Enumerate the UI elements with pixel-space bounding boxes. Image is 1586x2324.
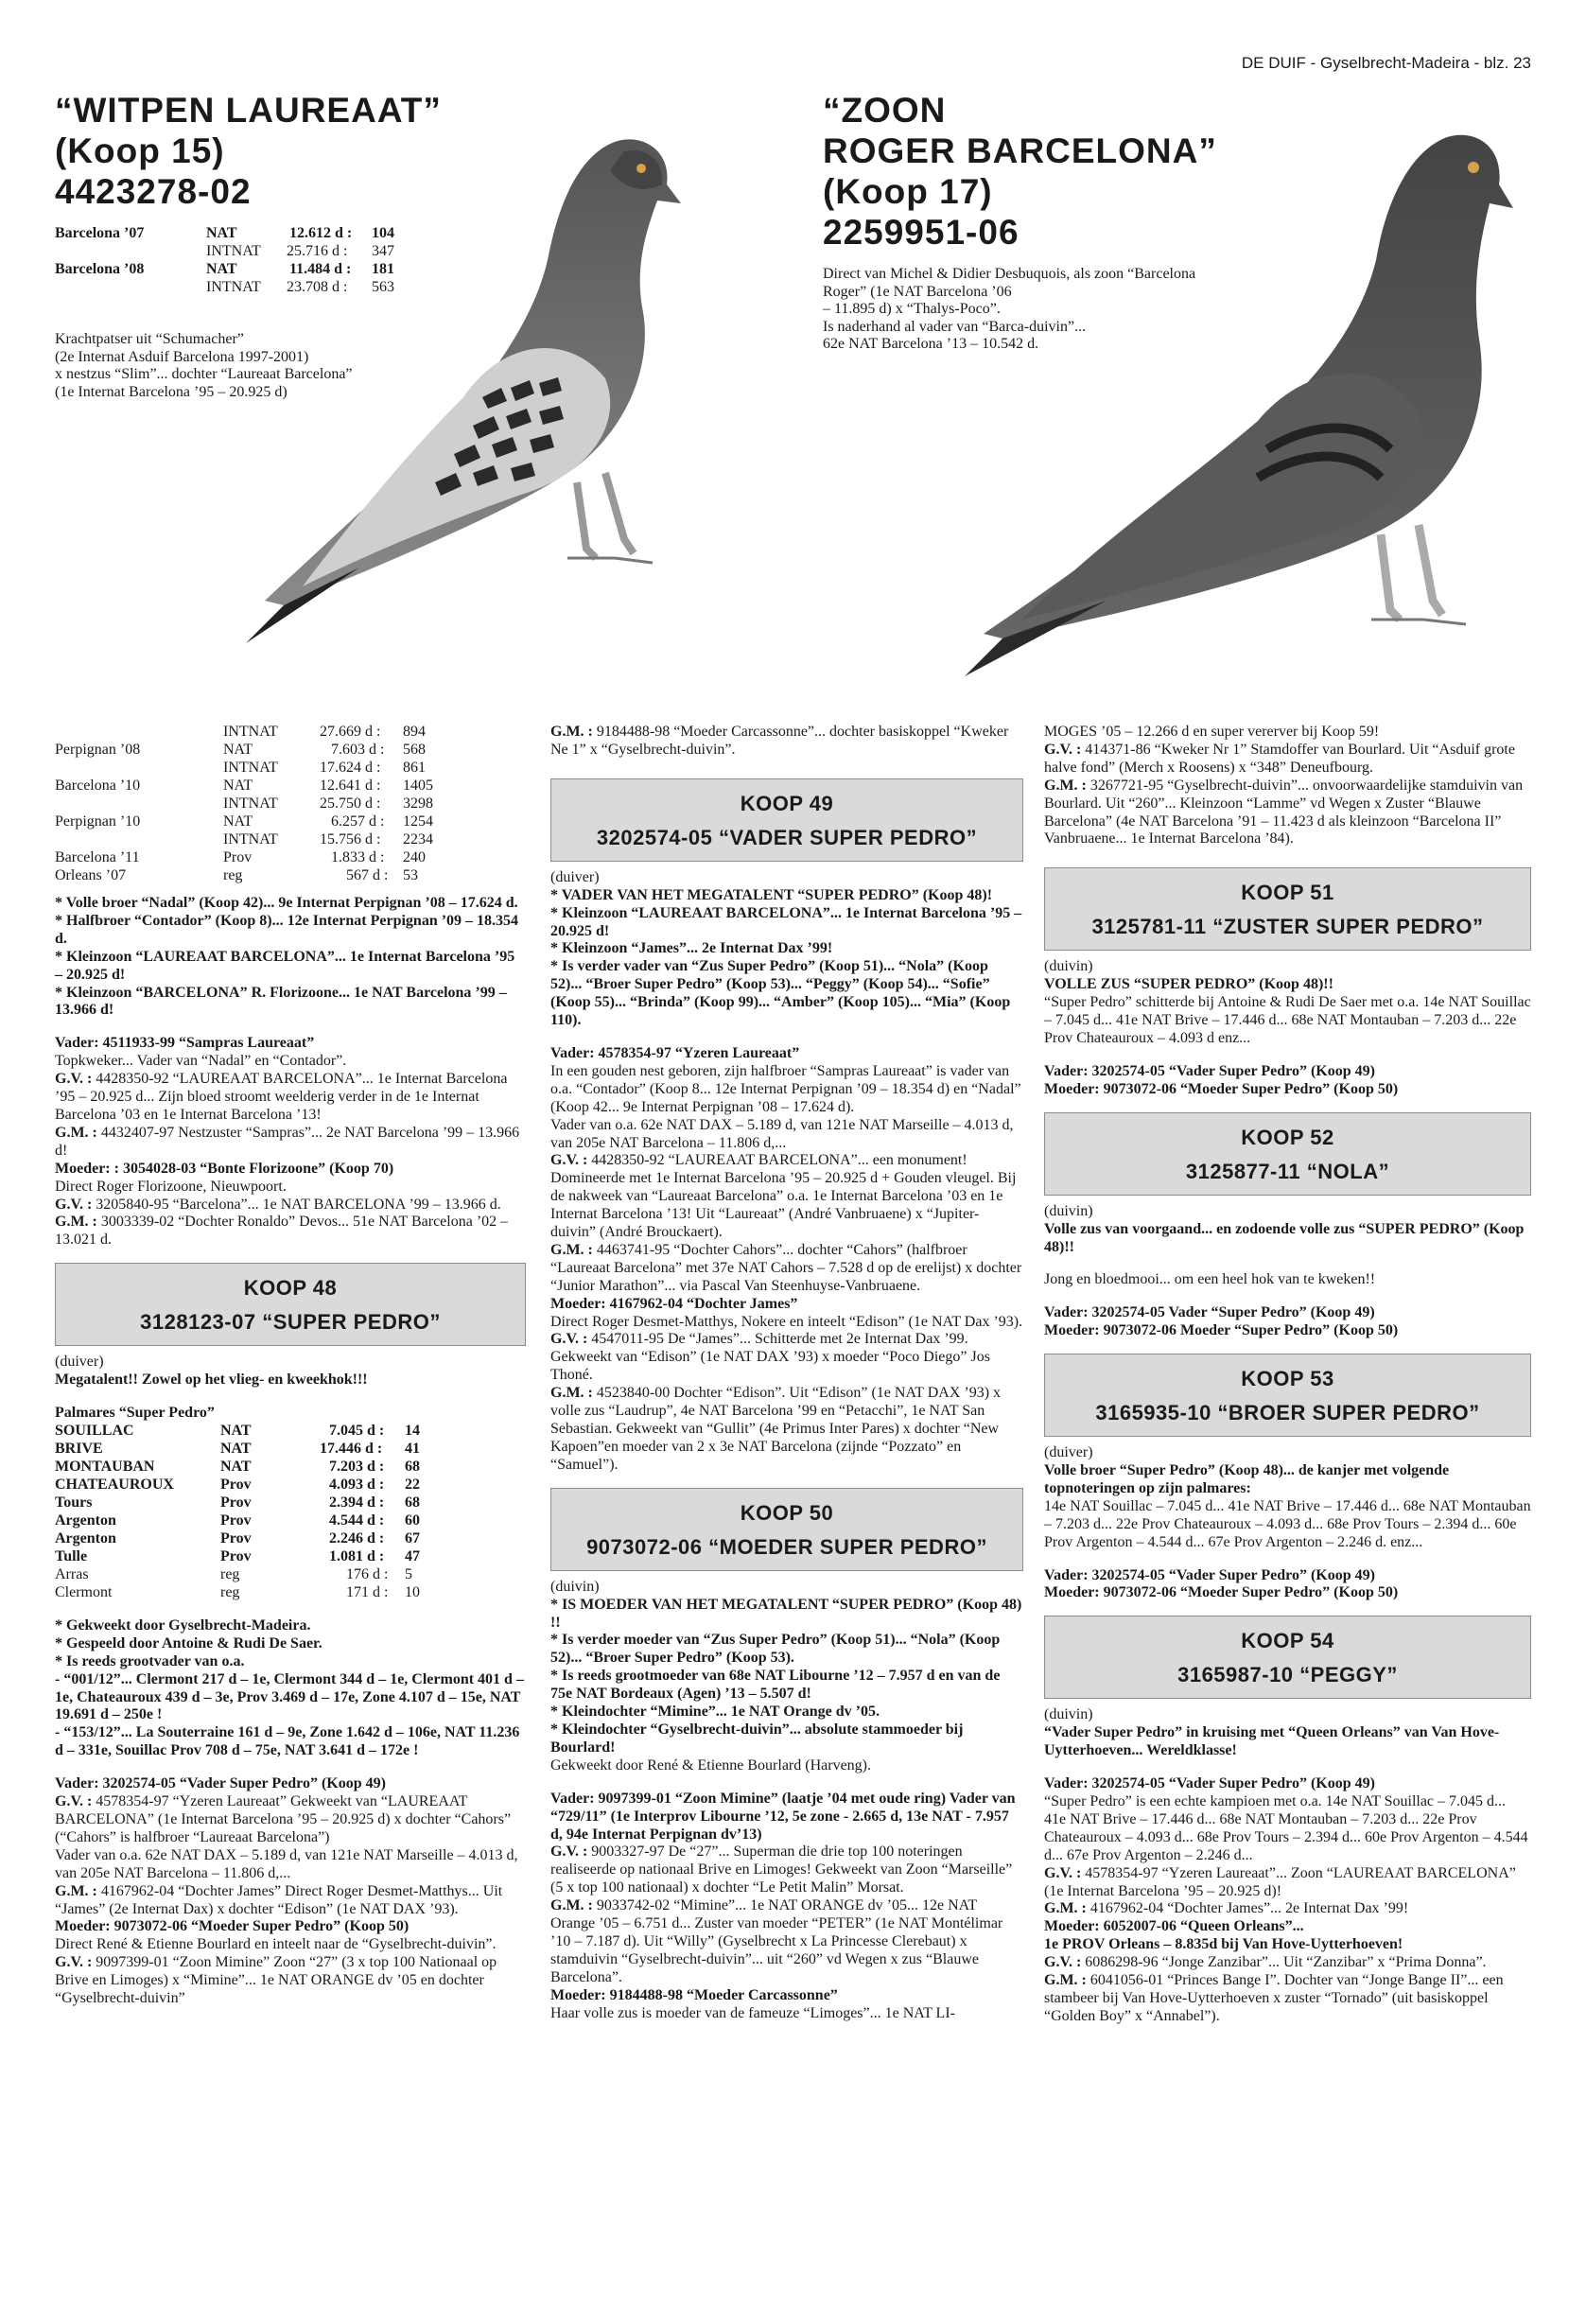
title-line: ROGER BARCELONA”	[823, 131, 1217, 170]
gm-line: G.M. : 4463741-95 “Dochter Cahors”... dochter “Cahors” (halfbroer “Laureaat Barcelona” met 37e NAT Cahors – 7.528 d op de erelijst) x dochter “Junior Marathon”... via Pascal Van Steenhuyse-Vanbruaene.	[550, 1241, 1022, 1294]
koop-49-box	[550, 778, 1023, 862]
gm-line: G.M. : 3003339-02 “Dochter Ronaldo” Devos... 51e NAT Barcelona ’02 – 13.021 d.	[55, 1214, 509, 1249]
sex-tag: (duiver)	[550, 868, 600, 885]
left-top-description: Krachtpatser uit “Schumacher” (2e Internat Asduif Barcelona 1997-2001) x nestzus “Slim”... dochter “Laureaat Barcelona” (1e Internat Barcelona ’95 – 20.925 d)	[55, 331, 353, 400]
pigeon-photo-left	[227, 114, 700, 681]
moeder-line: Moeder: 9073072-06 Moeder “Super Pedro” (Koop 50)	[1044, 1322, 1399, 1339]
moeder-text: Direct Roger Florizoone, Nieuwpoort.	[55, 1178, 287, 1195]
gv-line: G.V. : 9003327-97 De “27”... Superman die drie top 100 noteringen realiseerde op nationaal Brive en Limoges! Gekweekt van Zoon “Marseille” (5 x top 100 nationaal) x dochter “Le Petit Malin” Morsat.	[550, 1843, 1013, 1896]
gm-line: G.M. : 4167962-04 “Dochter James”... 2e Internat Dax ’99!	[1044, 1900, 1409, 1917]
koop-title: 9073072-06 “MOEDER SUPER PEDRO”	[586, 1534, 987, 1559]
koop-title: 3125877-11 “NOLA”	[1185, 1159, 1390, 1183]
koop-title: 3128123-07 “SUPER PEDRO”	[140, 1310, 441, 1335]
moeder-heading-2: 1e PROV Orleans – 8.835d bij Van Hove-Uytterhoeven!	[1044, 1936, 1403, 1953]
koop-53-heading: Volle broer “Super Pedro” (Koop 48)... de kanjer met volgende topnoteringen op zijn palmares:	[1044, 1462, 1450, 1496]
moeder-heading: Moeder: 9073072-06 “Moeder Super Pedro” (Koop 50)	[55, 1918, 410, 1935]
gv-line: G.V. : 4428350-92 “LAUREAAT BARCELONA”... 1e Internat Barcelona ’95 – 20.925 d... Zijn bloed stroomt weelderig verder in de 1e Internat Barcelona ’03 en 1e Internat Barcelona ’13!	[55, 1071, 508, 1123]
gv-line: G.V. : 4578354-97 “Yzeren Laureaat”... Zoon “LAUREAAT BARCELONA” (1e Internat Barcelona ’95 – 20.925 d)!	[1044, 1864, 1516, 1899]
title-line: 4423278-02	[55, 172, 252, 211]
koop-label: KOOP 52	[1241, 1125, 1334, 1149]
koop-label: KOOP 50	[740, 1500, 834, 1525]
vader-text: In een gouden nest geboren, zijn halfbroer “Sampras Laureaat” is vader van o.a. “Contador” (Koop 8... 12e Internat Perpignan ’09 – 18.354 d) en “Nadal” (Koop 42... 9e Internat Perpignan ’08 – 17.624 d). Vader van o.a. 62e NAT DAX – 5.189 d, van 121e NAT Marseille – 4.013 d, van 205e NAT Barcelona – 11.806 d,...	[550, 1062, 1021, 1151]
gm-line: G.M. : 4167962-04 “Dochter James” Direct Roger Desmet-Matthys... Uit “James” (2e Internat Dax) x dochter “Edison” (1e NAT DAX ’93).	[55, 1882, 503, 1917]
column-1-stats: INTNAT 27.669 d : 894 Perpignan ’08 NAT 7.603 d : 568 INTNAT 17.624 d : 861 Barcelona ’10 NAT 12.641 d : 1405 INTNAT 25.750 d : 3298 Perpignan ’10 NAT 6.257 d : 1254 INTNAT 15.756 d : 2234 Barcelona ’11 Prov 1.833 d : 240 Orleans ’07 reg 567 d : 53	[55, 724, 433, 883]
moeder-heading: Moeder: 4167962-04 “Dochter James”	[550, 1295, 798, 1312]
sex-tag: (duiver)	[55, 1354, 104, 1371]
page-header: DE DUIF - Gyselbrecht-Madeira - blz. 23	[1241, 54, 1531, 72]
moeder-heading: Moeder: 9184488-98 “Moeder Carcassonne”	[550, 1986, 838, 2003]
moeder-line: Moeder: 9073072-06 “Moeder Super Pedro” (Koop 50)	[1044, 1584, 1399, 1601]
vader-heading: Vader: 3202574-05 “Vader Super Pedro” (Koop 49)	[1044, 1775, 1375, 1792]
palmares-table: SOUILLAC NAT 7.045 d : 14 BRIVE NAT 17.446 d : 41 MONTAUBAN NAT 7.203 d : 68 CHATEAUROUX Prov 4.093 d : 22 Tours Prov 2.394 d : 68 Argenton Prov 4.544 d : 60 Argenton Prov 2.246 d : 67 Tulle Prov 1.081 d : 47 Arras reg 176 d : 5 Clermont reg 171 d : 10	[55, 1422, 420, 1600]
koop-51-box	[1044, 867, 1531, 951]
koop-54-heading: “Vader Super Pedro” in kruising met “Queen Orleans” van Van Hove-Uytterhoeven... Wereldklasse!	[1044, 1724, 1500, 1759]
vader-line: Vader: 3202574-05 Vader “Super Pedro” (Koop 49)	[1044, 1304, 1375, 1321]
sex-tag: (duivin)	[1044, 1706, 1093, 1723]
gm-line: G.M. : 9184488-98 “Moeder Carcassonne”... dochter basiskoppel “Kweker Ne 1” x “Gyselbrecht-duivin”.	[550, 724, 1009, 758]
koop-title: 3165987-10 “PEGGY”	[1177, 1663, 1398, 1687]
koop-label: KOOP 53	[1241, 1367, 1334, 1391]
column-1-notes: * Volle broer “Nadal” (Koop 42)... 9e Internat Perpignan ’08 – 17.624 d. * Halfbroer “Contador” (Koop 8)... 12e Internat Perpignan ’09 – 18.354 d. * Kleinzoon “LAUREAAT BARCELONA”... 1e Internat Barcelona ’95 – 20.925 d! * Kleinzoon “BARCELONA” R. Florizoone... 1e NAT Barcelona ’99 – 13.966 d!	[55, 895, 519, 1019]
koop-title: 3202574-05 “VADER SUPER PEDRO”	[596, 825, 978, 849]
koop-51-heading: VOLLE ZUS “SUPER PEDRO” (Koop 48)!!	[1044, 976, 1333, 993]
koop-51-text: “Super Pedro” schitterde bij Antoine & Rudi De Saer met o.a. 14e NAT Souillac – 7.045 d... 41e NAT Brive – 17.446 d... 68e NAT Montauban – 7.203 d... 22e Prov Chateauroux – 4.093 d enz...	[1044, 994, 1531, 1046]
moeder-text: Direct Roger Desmet-Matthys, Nokere en inteelt “Edison” (1e NAT Dax ’93).	[550, 1313, 1023, 1330]
moeder-line: Moeder: 9073072-06 “Moeder Super Pedro” (Koop 50)	[1044, 1080, 1399, 1097]
koop-50-breeder: Gekweekt door René & Etienne Bourlard (Harveng).	[550, 1756, 871, 1774]
vader-heading: Vader: 3202574-05 “Vader Super Pedro” (Koop 49)	[55, 1775, 386, 1792]
gm-line: G.M. : 4523840-00 Dochter “Edison”. Uit “Edison” (1e NAT DAX ’93) x volle zus “Laudrup”, 4e NAT Barcelona ’99 en “Petacchi”, 1e NAT San Sebastian. Gekweekt van “Gullit” (4e Primus Inter Pares) x dochter “New Kapoen”en moeder van 2 x 3e NAT Barcelona (zijnde “Pozzato” en “Samuel”).	[550, 1385, 1002, 1473]
gm-line: G.M. : 4432407-97 Nestzuster “Sampras”... 2e NAT Barcelona ’99 – 13.966 d!	[55, 1124, 520, 1159]
koop-label: KOOP 54	[1241, 1629, 1334, 1653]
koop-label: KOOP 48	[243, 1276, 338, 1301]
gv-line: G.V. : 414371-86 “Kweker Nr 1” Stamdoffer van Bourlard. Uit “Asduif grote halve fond” (Merch x Roosens) x “348” Deneufbourg.	[1044, 741, 1515, 776]
moeder-heading: Moeder: 6052007-06 “Queen Orleans”...	[1044, 1918, 1304, 1935]
column-2	[550, 724, 1023, 2022]
vader-text: Vader van o.a. 62e NAT DAX – 5.189 d, van 121e NAT Marseille – 4.013 d, van 205e NAT Barcelona – 11.806 d,...	[55, 1846, 518, 1881]
koop-label: KOOP 51	[1241, 881, 1334, 905]
koop-49-notes: * VADER VAN HET MEGATALENT “SUPER PEDRO” (Koop 48)! * Kleinzoon “LAUREAAT BARCELONA”... 1e Internat Barcelona ’95 – 20.925 d! * Kleinzoon “James”... 2e Internat Dax ’99! * Is verder vader van “Zus Super Pedro” (Koop 51)... “Nola” (Koop 52)... “Broer Super Pedro” (Koop 53)... “Peggy” (Koop 54)... “Sofie” (Koop 55)... “Brinda” (Koop 99)... “Amber” (Koop 105)... “Mia” (Koop 110).	[550, 886, 1022, 1029]
koop-52-box	[1044, 1112, 1531, 1196]
gv-line: G.V. : 3205840-95 “Barcelona”... 1e NAT BARCELONA ’99 – 13.966 d.	[55, 1196, 501, 1213]
sex-tag: (duivin)	[1044, 958, 1093, 975]
vader-text: “Super Pedro” is een echte kampioen met o.a. 14e NAT Souillac – 7.045 d... 41e NAT Brive – 17.446 d... 68e NAT Montauban – 7.203 d... 22e Prov Chateauroux – 4.093 d... 68e Prov Tours – 2.394 d... 60e Prov Argenton – 4.544 d... 67e Prov Argenton – 2.246 d...	[1044, 1793, 1528, 1863]
vader-line: Vader: 3202574-05 “Vader Super Pedro” (Koop 49)	[1044, 1566, 1375, 1583]
sex-tag: (duivin)	[1044, 1202, 1093, 1219]
koop-title: 3165935-10 “BROER SUPER PEDRO”	[1095, 1401, 1480, 1425]
moeder-text: Direct René & Etienne Bourlard en inteelt naar de “Gyselbrecht-duivin”.	[55, 1936, 497, 1953]
koop-48-notes: * Gekweekt door Gyselbrecht-Madeira. * Gespeeld door Antoine & Rudi De Saer. * Is reeds grootvader van o.a. - “001/12”... Clermont 217 d – 1e, Clermont 344 d – 1e, Clermont 401 d – 1e, Chateauroux 439 d – 3e, Prov 3.469 d – 17e, Zone 4.107 d – 15e, NAT 19.691 d – 250e ! - “153/12”... La Souterraine 161 d – 9e, Zone 1.642 d – 106e, NAT 11.236 d – 331e, Souillac Prov 708 d – 75e, NAT 3.641 d – 172e !	[55, 1616, 524, 1759]
title-line: (Koop 15)	[55, 131, 225, 170]
koop-52-heading: Volle zus van voorgaand... en zodoende volle zus “SUPER PEDRO” (Koop 48)!!	[1044, 1220, 1525, 1255]
continued-text: MOGES ’05 – 12.266 d en super vererver bij Koop 59!	[1044, 724, 1380, 740]
koop-54-box	[1044, 1616, 1531, 1699]
moeder-text: Haar volle zus is moeder van de fameuze “Limoges”... 1e NAT LI-	[550, 2004, 955, 2021]
vader-heading: Vader: 9097399-01 “Zoon Mimine” (laatje ’04 met oude ring) Vader van “729/11” (1e Interprov Libourne ’12, 5e zone - 2.665 d, 13e NAT - 7.957 d, 94e Internat Perpignan dv’13)	[550, 1790, 1016, 1843]
gm-line: G.M. : 6041056-01 “Princes Bange I”. Dochter van “Jonge Bange II”... een stambeer bij Van Hove-Uytterhoeven x zuster “Tornado” (uit basiskoppel “Golden Boy” x “Annabel”).	[1044, 1972, 1504, 2024]
vader-heading: Vader: 4511933-99 “Sampras Laureaat”	[55, 1035, 315, 1052]
gv-line: G.V. : 6086298-96 “Jonge Zanzibar”... Uit “Zanzibar” x “Prima Donna”.	[1044, 1954, 1487, 1971]
koop-title: 3125781-11 “ZUSTER SUPER PEDRO”	[1091, 915, 1484, 939]
palmares-heading: Palmares “Super Pedro”	[55, 1405, 215, 1422]
koop-53-text: 14e NAT Souillac – 7.045 d... 41e NAT Brive – 17.446 d... 68e NAT Montauban – 7.203 d... 22e Prov Chateauroux – 4.093 d... 68e Prov Tours – 2.394 d... 60e Prov Argenton – 4.544 d... 67e Prov Argenton – 2.246 d. enz...	[1044, 1497, 1531, 1550]
column-3	[1044, 724, 1531, 2026]
gv-line: G.V. : 9097399-01 “Zoon Mimine” Zoon “27” (3 x top 100 Nationaal op Brive en Limoges) x “Mimine”... 1e NAT ORANGE dv ’05 en dochter “Gyselbrecht-duivin”	[55, 1954, 497, 2007]
title-line: 2259951-06	[823, 213, 1020, 252]
koop-48-box	[55, 1263, 526, 1346]
koop-50-box	[550, 1488, 1023, 1571]
gv-line: G.V. : 4428350-92 “LAUREAAT BARCELONA”... een monument! Domineerde met 1e Internat Barcelona ’95 – 20.925 d + Gouden vleugel. Bij de nakweek van “Laureaat Barcelona” o.a. 1e Internat Barcelona ’03 en 1e Internat Barcelona ’13! Uit “Laureaat” (André Vanbruaene) x “Jupiter-duivin” (André Brouckaert).	[550, 1152, 1017, 1241]
koop-53-box	[1044, 1354, 1531, 1437]
pigeon-photo-right	[946, 109, 1532, 686]
title-line: (Koop 17)	[823, 172, 993, 211]
sex-tag: (duiver)	[1044, 1444, 1093, 1461]
left-top-stats: Barcelona ’07 NAT 12.612 d : 104 INTNAT 25.716 d : 347 Barcelona ’08 NAT 11.484 d : 181 INTNAT 23.708 d : 563	[55, 225, 394, 295]
vader-line: Vader: 3202574-05 “Vader Super Pedro” (Koop 49)	[1044, 1062, 1375, 1079]
gv-line: G.V. : 4547011-95 De “James”... Schitterde met 2e Internat Dax ’99. Gekweekt van “Edison” (1e NAT DAX ’93) x moeder “Poco Diego” Jos Thoné.	[550, 1331, 990, 1384]
gm-line: G.M. : 9033742-02 “Mimine”... 1e NAT ORANGE dv ’05... 12e NAT Orange ’05 – 6.751 d... Zuster van moeder “PETER” (1e NAT Montélimar ’10 – 7.187 d). Uit “Willy” (Gyselbrecht x La Princesse Clerebaut) x stamduivin “Gyselbrecht-duivin”... uit “260” vd Wegen x zus “Blauwe Barcelona”.	[550, 1897, 1003, 1985]
title-line: “WITPEN LAUREAAT”	[55, 91, 442, 130]
sex-tag: (duivin)	[550, 1578, 600, 1595]
column-1	[55, 724, 526, 2008]
koop-52-text: Jong en bloedmooi... om een heel hok van te kweken!!	[1044, 1271, 1376, 1288]
gv-line: G.V. : 4578354-97 “Yzeren Laureaat” Gekweekt van “LAUREAAT BARCELONA” (1e Internat Barcelona ’95 – 20.925 d) x dochter “Cahors” (“Cahors” is halfbroer “Laureaat Barcelona”)	[55, 1793, 512, 1845]
gm-line: G.M. : 3267721-95 “Gyselbrecht-duivin”... onvoorwaardelijke stamduivin van Bourlard. Uit “260”... Kleinzoon “Lamme” vd Wegen x Zuster “Blauwe Barcelona” (4e NAT Barcelona ’91 – 11.423 d als kleinzoon “Barcelona II” Vanbruaene... 1e Internat Barcelona ’84).	[1044, 777, 1524, 847]
moeder-heading: Moeder: : 3054028-03 “Bonte Florizoone” (Koop 70)	[55, 1160, 394, 1177]
title-line: “ZOON	[823, 91, 947, 130]
right-top-description: Direct van Michel & Didier Desbuquois, als zoon “Barcelona Roger” (1e NAT Barcelona ’06 – 11.895 d) x “Thalys-Poco”. Is naderhand al vader van “Barca-duivin”... 62e NAT Barcelona ’13 – 10.542 d.	[823, 266, 1196, 353]
koop-50-notes: * IS MOEDER VAN HET MEGATALENT “SUPER PEDRO” (Koop 48) !! * Is verder moeder van “Zus Super Pedro” (Koop 51)... “Nola” (Koop 52)... “Broer Super Pedro” (Koop 53). * Is reeds grootmoeder van 68e NAT Libourne ’12 – 7.957 d en van de 75e NAT Bordeaux (Agen) ’13 – 5.507 d! * Kleindochter “Mimine”... 1e NAT Orange dv ’05. * Kleindochter “Gyselbrecht-duivin”... absolute stammoeder bij Bourlard!	[550, 1596, 1022, 1756]
vader-text: Topkweker... Vader van “Nadal” en “Contador”.	[55, 1053, 347, 1070]
koop-label: KOOP 49	[740, 791, 834, 815]
koop-48-intro: Megatalent!! Zowel op het vlieg- en kweekhok!!!	[55, 1372, 368, 1389]
vader-heading: Vader: 4578354-97 “Yzeren Laureaat”	[550, 1044, 800, 1061]
